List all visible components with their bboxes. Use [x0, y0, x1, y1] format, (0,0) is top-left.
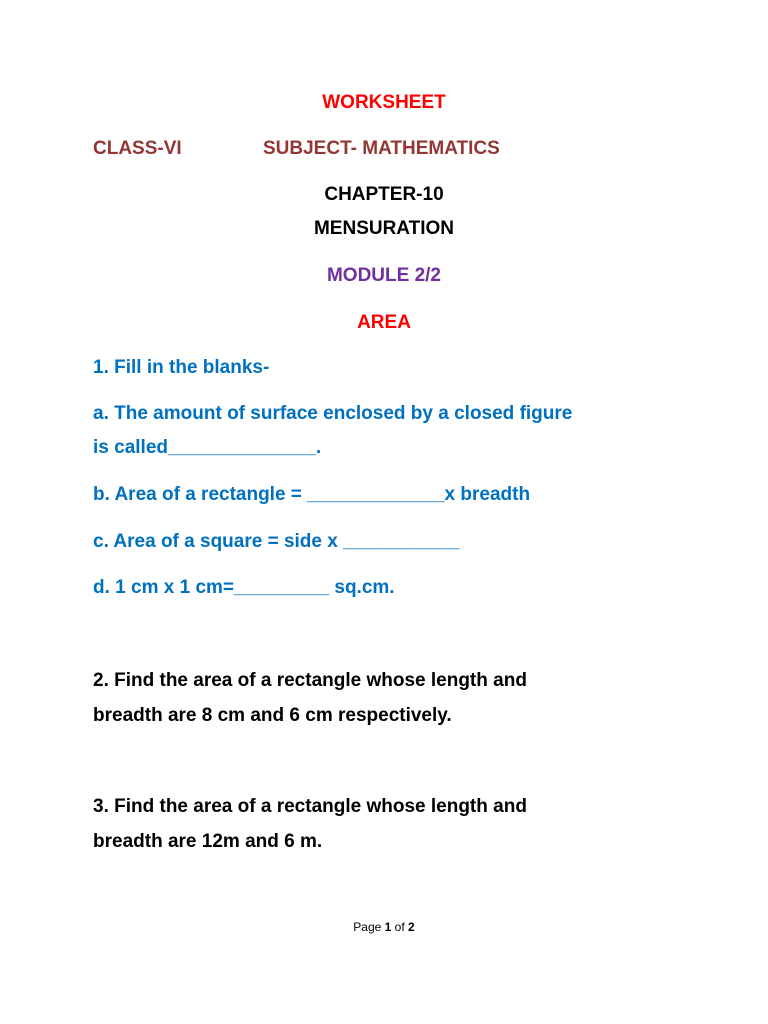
- footer-of-word: of: [394, 920, 405, 934]
- page-footer: [0, 920, 768, 934]
- question-1a-line-1: a. The amount of surface enclosed by a closed figure: [93, 403, 573, 424]
- question-1b: b. Area of a rectangle = _____________x breadth: [93, 484, 531, 505]
- question-1a-line-2: is called______________.: [93, 437, 322, 458]
- question-3-line-1: 3. Find the area of a rectangle whose length and: [93, 796, 527, 817]
- worksheet-title: WORKSHEET: [322, 92, 446, 113]
- footer-total-pages: 2: [408, 920, 415, 934]
- footer-current-page: 1: [384, 920, 392, 934]
- footer-page-word: Page: [353, 920, 382, 934]
- question-1-heading: 1. Fill in the blanks-: [93, 357, 270, 378]
- question-1d: d. 1 cm x 1 cm=_________ sq.cm.: [93, 577, 395, 598]
- module-label: MODULE 2/2: [326, 265, 442, 286]
- question-2-line-2: breadth are 8 cm and 6 cm respectively.: [93, 705, 452, 726]
- subject-label: SUBJECT- MATHEMATICS: [263, 138, 500, 159]
- topic-label: AREA: [357, 312, 411, 333]
- question-1c: c. Area of a square = side x ___________: [93, 531, 460, 552]
- chapter-name: MENSURATION: [313, 218, 455, 239]
- chapter-number: CHAPTER-10: [324, 184, 444, 205]
- question-2-line-1: 2. Find the area of a rectangle whose length and: [93, 670, 527, 691]
- question-3-line-2: breadth are 12m and 6 m.: [93, 831, 323, 852]
- class-label: CLASS-VI: [93, 138, 182, 159]
